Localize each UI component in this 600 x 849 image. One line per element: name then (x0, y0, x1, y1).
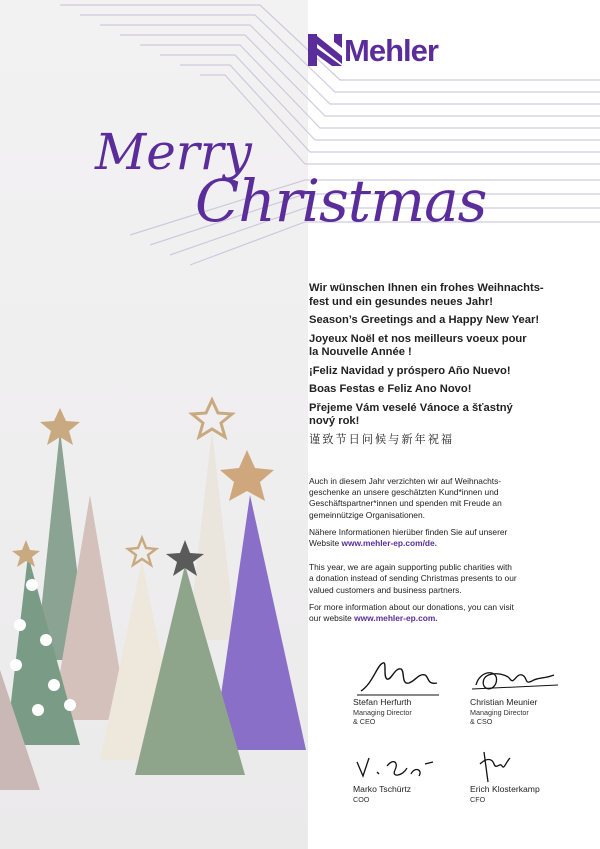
signature-klosterkamp (470, 748, 560, 784)
greeting-chinese: 谨致节日问候与新年祝福 (309, 433, 455, 446)
signatory-role: Managing Director & CSO (470, 708, 529, 726)
greeting-german: Wir wünschen Ihnen ein frohes Weihnachts- fest und ein gesundes neues Jahr! (309, 282, 544, 308)
signature-block-klosterkamp (470, 748, 600, 804)
logo-wordmark: Mehler (344, 32, 438, 68)
donation-text (309, 476, 594, 630)
english-donation-paragraph: This year, we are again supporting public charities with a donation instead of sending Christmas presents to our valued customers and business partners. (309, 562, 517, 595)
signature-block-herfurth (353, 655, 483, 726)
headline-christmas: Christmas (195, 167, 487, 235)
english-info-paragraph (309, 602, 594, 624)
signatory-name: Marko Tschürtz (353, 784, 412, 794)
greeting-english: Season’s Greetings and a Happy New Year! (309, 314, 540, 326)
signatory-name: Stefan Herfurth (353, 697, 412, 707)
mehler-logo (308, 34, 438, 66)
signature-block-tschurtz (353, 748, 483, 804)
german-donation-paragraph: Auch in diesem Jahr verzichten wir auf Weihnachts- geschenke an unsere geschätzten Kund*innen und Geschäftspartner*innen und spenden mit Freude an gemeinnützige Organisationen. (309, 476, 502, 520)
signatory-role: COO (353, 795, 370, 804)
signature-meunier (470, 655, 560, 697)
greeting-french: Joyeux Noël et nos meilleurs voeux pour la Nouvelle Année ! (309, 332, 527, 358)
german-website-link[interactable]: www.mehler-ep.com/de. (341, 538, 437, 549)
signatory-name: Erich Klosterkamp (470, 784, 540, 794)
english-website-link[interactable]: www.mehler-ep.com. (354, 613, 438, 624)
greeting-czech: Přejeme Vám veselé Vánoce a šťastný nový rok! (309, 401, 513, 427)
signatory-role: Managing Director & CEO (353, 708, 412, 726)
signatory-role: CFO (470, 795, 486, 804)
greeting-spanish: ¡Feliz Navidad y próspero Año Nuevo! (309, 364, 511, 377)
greetings-list (309, 282, 589, 452)
signature-herfurth (353, 655, 443, 697)
german-info-text: Nähere Informationen hierüber finden Sie auf unserer Website (309, 526, 508, 549)
signatory-name: Christian Meunier (470, 697, 538, 707)
signature-block-meunier (470, 655, 600, 726)
headline-merry: Merry (95, 123, 252, 181)
signature-tschurtz (353, 748, 443, 784)
german-info-paragraph (309, 527, 594, 549)
english-info-text: For more information about our donations, you can visit our website (309, 601, 514, 624)
mehler-logo-icon (308, 34, 342, 66)
greeting-portuguese: Boas Festas e Feliz Ano Novo! (309, 383, 472, 395)
